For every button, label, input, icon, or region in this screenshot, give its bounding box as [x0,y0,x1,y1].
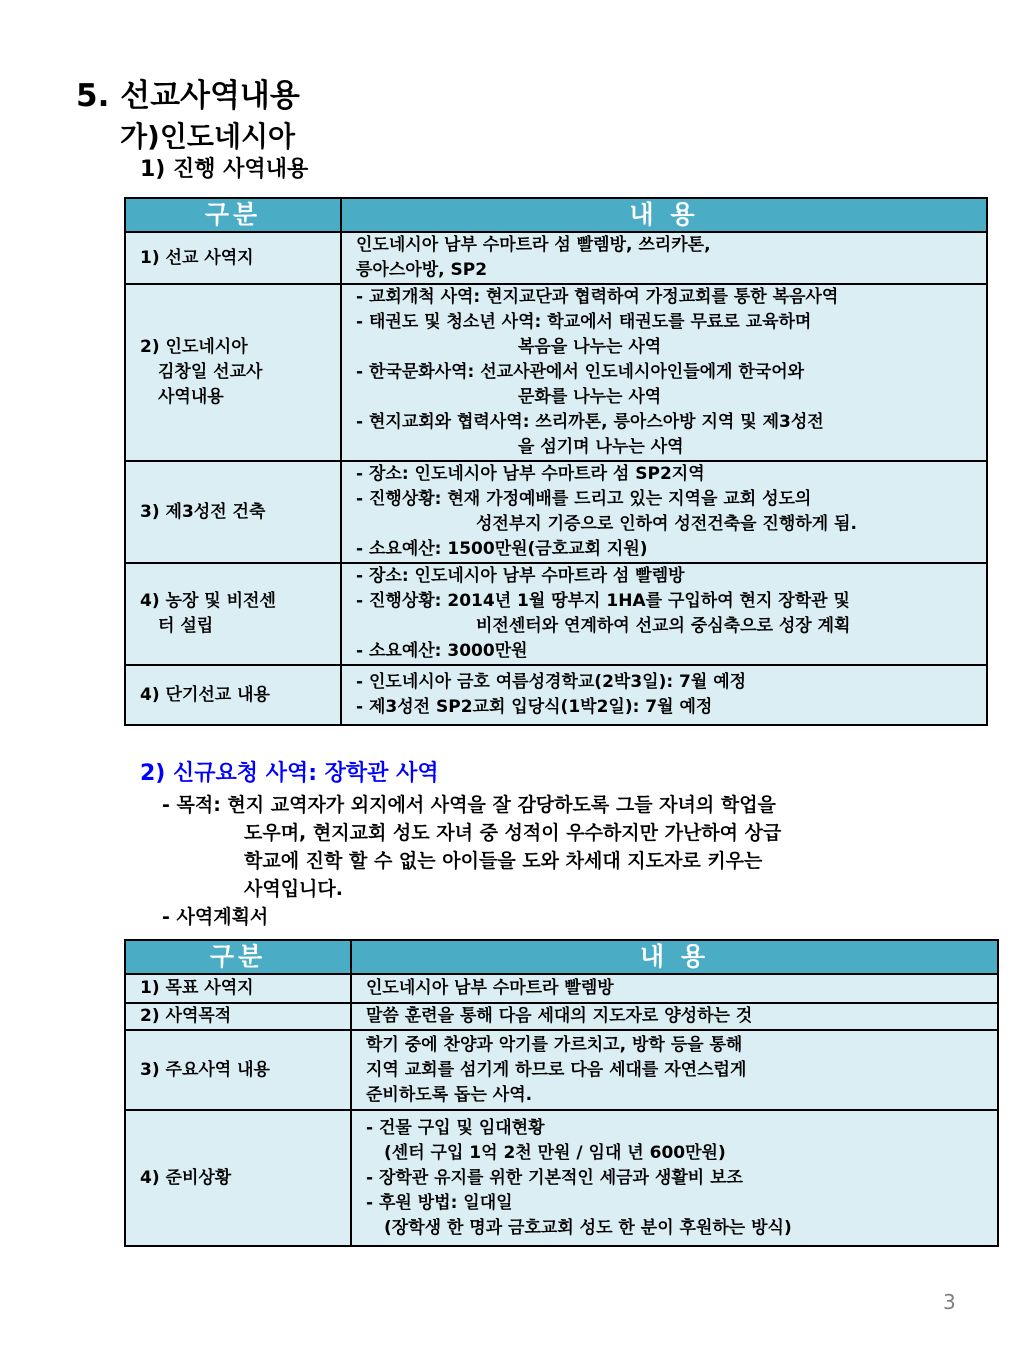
row-label: 4) 농장 및 비전센 터 설립 [125,563,341,665]
row-label: 4) 단기선교 내용 [125,665,341,725]
row-content: - 교회개척 사역: 현지교단과 협력하여 가정교회를 통한 복음사역 - 태권도 및 청소년 사역: 학교에서 태권도를 무료로 교육하며 복음을 나누는 사역 - 한국문화사역: 선교사관에서 인도네시아인들에게 한국어와 문화를 나누는 사역 - 현지교회와 협력사역: 쓰리까톤, 릉아스아방 지역 및 제3성전 을 섬기며 나누는 사역 [341,284,987,461]
new-request-title: 2) 신규요청 사역: 장학관 사역 [140,761,439,786]
row-content: 인도네시아 남부 수마트라 빨렘방 [351,974,998,1003]
country-subheading: 가)인도네시아 [120,120,296,153]
header-content: 내 용 [341,198,987,232]
table-header-row [125,198,987,232]
table-row [125,563,987,665]
table-row [125,1030,998,1110]
row-label: 3) 제3성전 건축 [125,461,341,563]
purpose-paragraph: - 목적: 현지 교역자가 외지에서 사역을 잘 감당하도록 그들 자녀의 학업을 도우며, 현지교회 성도 자녀 중 성적이 우수하지만 가난하여 상급 학교에 진학 할 수 없는 아이들을 도와 차세대 지도자로 키우는 사역입니다. - 사역계획서 [162,791,781,931]
page-number: 3 [943,1290,956,1314]
table-row [125,1003,998,1030]
table-row [125,1110,998,1246]
table-row [125,461,987,563]
header-category: 구분 [125,940,351,974]
row-label: 1) 선교 사역지 [125,232,341,284]
table-row [125,232,987,284]
row-content: 말씀 훈련을 통해 다음 세대의 지도자로 양성하는 것 [351,1003,998,1030]
table-row [125,974,998,1003]
row-label: 4) 준비상황 [125,1110,351,1246]
plan-label: - 사역계획서 [162,906,269,928]
table-row [125,284,987,461]
scholarship-plan-table [124,939,999,1247]
row-content: - 건물 구입 및 임대현황 (센터 구입 1억 2천 만원 / 임대 년 600만원) - 장학관 유지를 위한 기본적인 세금과 생활비 보조 - 후원 방법: 일대일 (장학생 한 명과 금호교회 성도 한 분이 후원하는 방식) [351,1110,998,1246]
row-label: 2) 인도네시아 김창일 선교사 사역내용 [125,284,341,461]
row-label: 2) 사역목적 [125,1003,351,1030]
header-category: 구분 [125,198,341,232]
row-label: 1) 목표 사역지 [125,974,351,1003]
row-content: - 장소: 인도네시아 남부 수마트라 섬 빨렘방 - 진행상황: 2014년 1월 땅부지 1HA를 구입하여 현지 장학관 및 비전센터와 연계하여 선교의 중심축으로 성장 계획 - 소요예산: 3000만원 [341,563,987,665]
row-content: - 인도네시아 금호 여름성경학교(2박3일): 7월 예정 - 제3성전 SP2교회 입당식(1박2일): 7월 예정 [341,665,987,725]
row-content: 학기 중에 찬양과 악기를 가르치고, 방학 등을 통해 지역 교회를 섬기게 하므로 다음 세대를 자연스럽게 준비하도록 돕는 사역. [351,1030,998,1110]
row-content: 인도네시아 남부 수마트라 섬 빨렘방, 쓰리카톤, 릉아스아방, SP2 [341,232,987,284]
row-label: 3) 주요사역 내용 [125,1030,351,1110]
table-header-row [125,940,998,974]
table-row [125,665,987,725]
row-content: - 장소: 인도네시아 남부 수마트라 섬 SP2지역 - 진행상황: 현재 가정예배를 드리고 있는 지역을 교회 성도의 성전부지 기증으로 인하여 성전건축을 진행하게 됨. - 소요예산: 1500만원(금호교회 지원) [341,461,987,563]
section-heading: 5. 선교사역내용 [76,78,300,114]
ongoing-ministry-title: 1) 진행 사역내용 [140,157,309,182]
header-content: 내 용 [351,940,998,974]
ongoing-ministry-table [124,197,988,726]
